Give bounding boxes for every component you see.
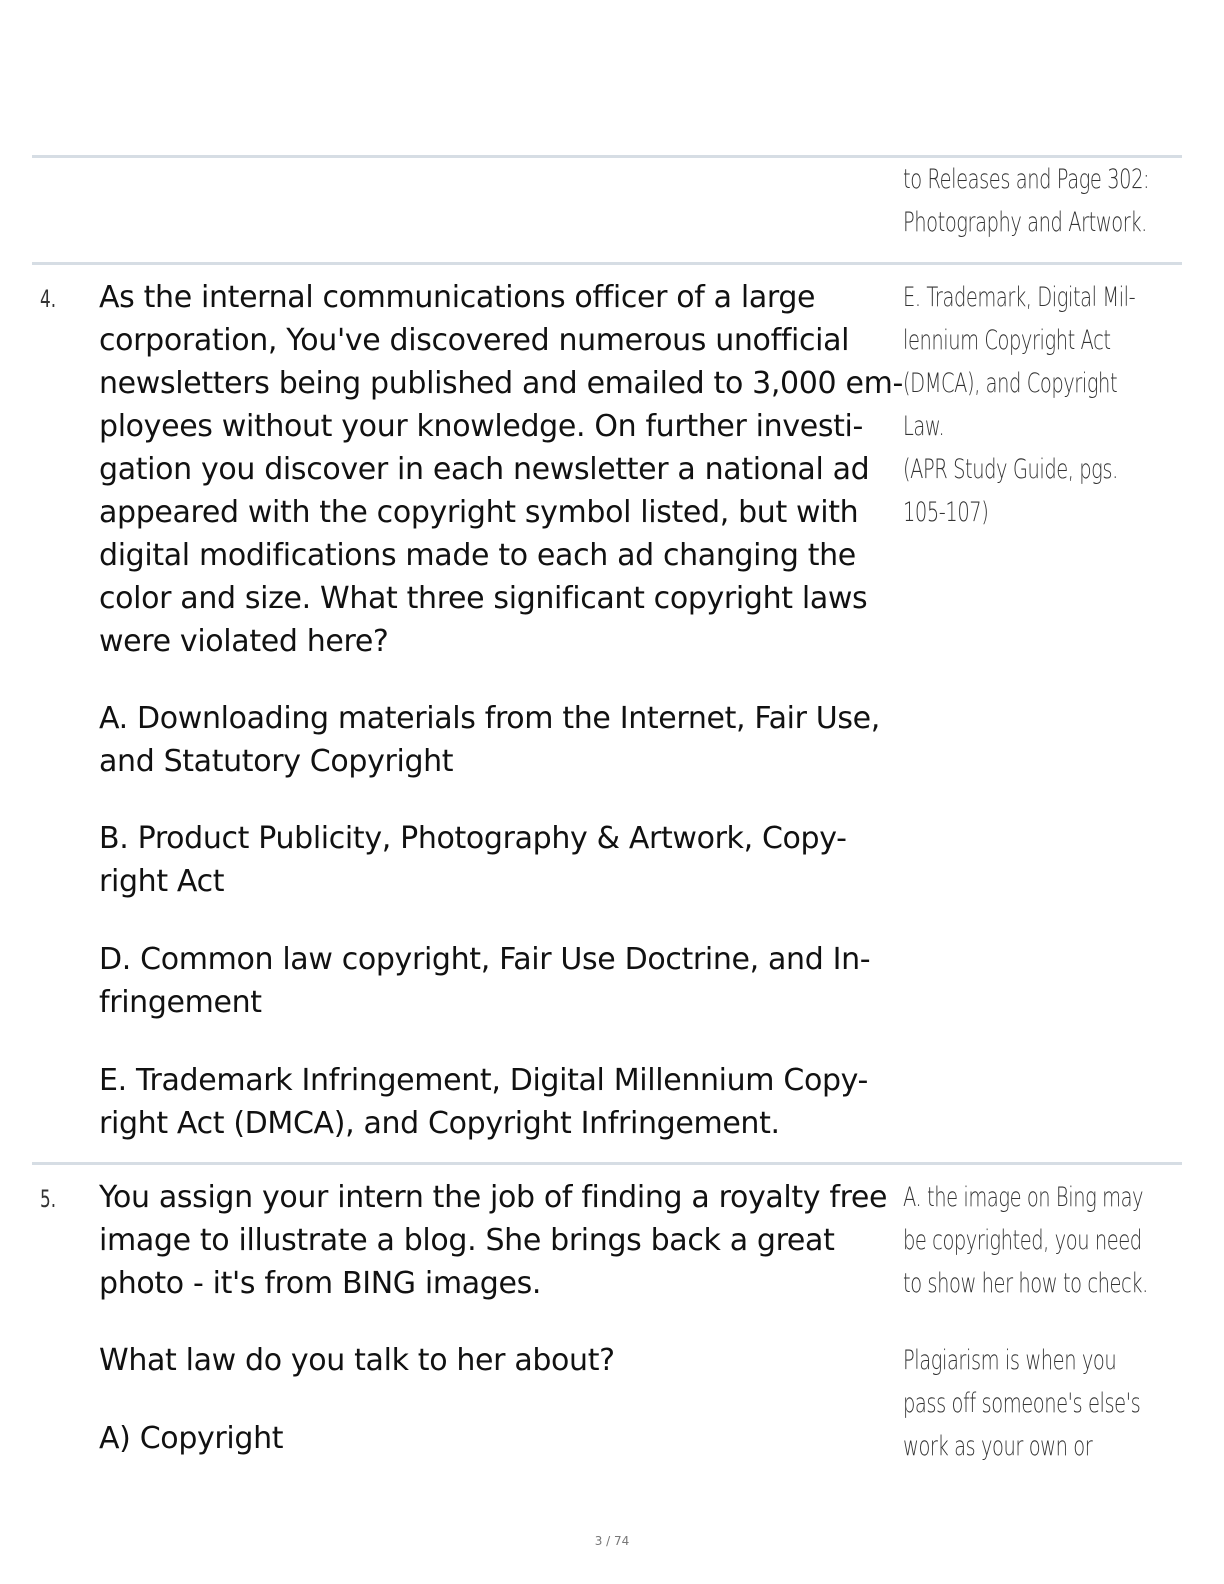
option-line: and Statutory Copyright xyxy=(99,744,454,779)
option-line: E. Trademark Infringement, Digital Millennium Copy- xyxy=(99,1063,869,1098)
note-line: work as your own or xyxy=(903,1431,1093,1462)
page-indicator: 3 / 74 xyxy=(594,1534,630,1548)
option-line: right Act xyxy=(99,864,225,899)
note-line: to Releases and Page 302: xyxy=(903,164,1150,195)
answer-option-d xyxy=(99,938,899,1024)
question-line: color and size. What three significant copyright laws xyxy=(99,581,868,616)
answer-option-a xyxy=(99,697,899,783)
answer-line: to show her how to check. xyxy=(903,1268,1148,1299)
question-line: photo - it's from BING images. xyxy=(99,1266,542,1301)
question-line: ployees without your knowledge. On further investi- xyxy=(99,409,863,444)
note-line: Plagiarism is when you xyxy=(903,1345,1117,1376)
answer-option-e xyxy=(99,1059,899,1145)
question-text xyxy=(99,276,903,663)
answer-line: (APR Study Guide, pgs. xyxy=(903,454,1118,485)
correct-answer-note xyxy=(903,1176,1148,1305)
question-line: As the internal communications officer of a large xyxy=(99,280,816,315)
question-line: image to illustrate a blog. She brings back a great xyxy=(99,1223,835,1258)
continued-answer-note xyxy=(903,158,1150,244)
question-text xyxy=(99,1176,899,1305)
answer-line: (DMCA), and Copyright xyxy=(903,368,1118,399)
question-line: You assign your intern the job of finding a royalty free xyxy=(99,1180,888,1215)
question-line: digital modifications made to each ad changing the xyxy=(99,538,856,573)
plagiarism-note xyxy=(903,1339,1141,1468)
answer-line: be copyrighted, you need xyxy=(903,1225,1142,1256)
option-line: A. Downloading materials from the Internet, Fair Use, xyxy=(99,701,880,736)
question-line: corporation, You've discovered numerous unofficial xyxy=(99,323,850,358)
answer-line: Law. xyxy=(903,411,945,442)
note-line: Photography and Artwork. xyxy=(903,207,1147,238)
question-line: gation you discover in each newsletter a national ad xyxy=(99,452,870,487)
question-line: appeared with the copyright symbol listed, but with xyxy=(99,495,859,530)
option-line: D. Common law copyright, Fair Use Doctrine, and In- xyxy=(99,942,871,977)
note-line: pass off someone's else's xyxy=(903,1388,1141,1419)
answer-line: 105-107) xyxy=(903,497,989,528)
answer-option-a: A) Copyright xyxy=(99,1421,284,1456)
option-line: B. Product Publicity, Photography & Artwork, Copy- xyxy=(99,821,847,856)
option-line: fringement xyxy=(99,985,262,1020)
question-line: were violated here? xyxy=(99,624,389,659)
correct-answer-note xyxy=(903,276,1141,534)
answer-line: E. Trademark, Digital Mil- xyxy=(903,282,1136,313)
question-prompt: What law do you talk to her about? xyxy=(99,1343,615,1378)
row-divider xyxy=(32,262,1182,265)
answer-option-b xyxy=(99,817,899,903)
question-line: newsletters being published and emailed to 3,000 em- xyxy=(99,366,903,401)
row-divider xyxy=(32,1162,1182,1165)
option-line: right Act (DMCA), and Copyright Infringement. xyxy=(99,1106,780,1141)
answer-line: A. the image on Bing may xyxy=(903,1182,1144,1213)
question-number: 5. xyxy=(40,1185,57,1213)
answer-line: lennium Copyright Act xyxy=(903,325,1111,356)
question-number: 4. xyxy=(40,285,57,313)
